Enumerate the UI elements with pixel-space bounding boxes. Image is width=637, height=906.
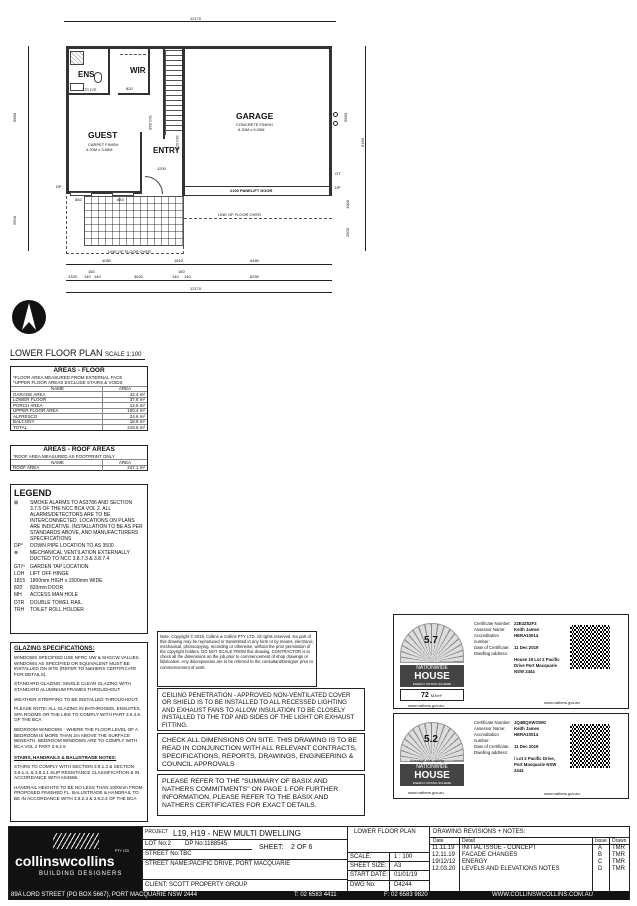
rev-detail: INITIAL ISSUE - CONCEPT <box>462 845 537 851</box>
dim-b-total: 12170 <box>190 286 202 291</box>
areas-floor-note1: *FLOOR AREA MEASURED FROM EXTERNAL FACE <box>13 375 123 380</box>
address-strip <box>9 891 629 900</box>
tb-line <box>347 861 429 862</box>
dim-top: 12170 <box>190 16 202 21</box>
glazing-para: STANDARD GLAZING: SINGLE CLEAR GLAZING WITH STANDARD ALUMINIUM FRAMES THROUGHOUT <box>14 681 131 692</box>
cell: ALFRESCO <box>13 413 38 419</box>
star-value: 5.7 <box>424 635 438 646</box>
north-arrow-icon <box>12 300 46 334</box>
field-value: HERA10014 <box>514 732 539 737</box>
tb-vline <box>142 827 143 891</box>
legend-key: TRH <box>14 606 25 613</box>
legend-key: DP° <box>14 543 23 550</box>
dim-line-bottom-2 <box>66 280 332 281</box>
cell: 42.4 m² <box>102 392 147 397</box>
legend-row <box>14 592 144 598</box>
legend-key: 820 <box>14 585 23 592</box>
legend-key: GT/ᴳ <box>14 563 25 570</box>
areas-floor-title: AREAS - FLOOR <box>53 367 105 374</box>
label-dp: DP <box>56 184 62 189</box>
cell: TOTAL <box>13 424 28 430</box>
glazing-para: BEDROOM WINDOWS - WHERE THE FLOOR LEVEL OF A BEDROOM IS MORE THAN 2m ABOVE THE SURFACE BENEATH, BEDROOM WINDOWS ARE TO COMPLY WITH BCA VOL 2 PART 3.9.2.5 <box>14 726 138 749</box>
cell: PORCH AREA <box>13 402 43 408</box>
cert-url: www.nathers.gov.au <box>544 700 580 705</box>
cell: LOWER FLOOR <box>13 397 47 403</box>
legend-row <box>14 543 144 549</box>
note-dimensions: CHECK ALL DIMENSIONS ON SITE. THIS DRAWING IS TO BE READ IN CONJUNCTION WITH ALL RELEVANT CONTRACTS, SPECIFICATIONS, REPORTS, DRAWINGS, ENGINEERING & COUNCIL APPROVALS <box>157 733 365 771</box>
field-label: Accreditation number: <box>474 633 499 644</box>
rev-drawn: TMR <box>612 866 625 872</box>
legend-text: 820mm DOOR <box>30 585 64 592</box>
legend-text: DOWN PIPE LOCATION TO AS 3500 <box>30 543 114 550</box>
street-no: STREET No:TBC <box>145 851 192 857</box>
nationwide-house-logo <box>400 764 464 786</box>
drawing-title <box>10 348 141 358</box>
title-underline <box>10 359 145 360</box>
areas-roof-note: *ROOF AREA MEASURED AS FOOTPRINT ONLY <box>13 454 115 459</box>
areas-floor-note2: *UPPER FLOOR AREAS EXCLUDE STAIRS & VOIDS <box>13 380 123 386</box>
wall-garage-left <box>182 46 185 196</box>
logo-house: HOUSE <box>414 671 450 682</box>
dim-line-right <box>365 46 366 251</box>
drawing-title-tb: LOWER FLOOR PLAN <box>354 829 416 835</box>
website: WWW.COLLINSWCOLLINS.COM.AU <box>492 892 594 898</box>
tb-line <box>347 880 429 881</box>
table-row <box>11 397 147 403</box>
note-basix: PLEASE REFER TO THE "SUMMARY OF BASIX AND NATHERS COMMITMENTS" ON PAGE 1 FOR FURTHER INFORMATION. PLEASE REFER TO THE BASIX AND NATHERS CERTIFICATES FOR EXACT DETAILS. <box>157 774 365 816</box>
wall-wir-right <box>148 49 150 95</box>
drawing-title-scale: SCALE 1:100 <box>105 352 142 358</box>
hot-water-icon-2 <box>333 121 338 126</box>
guest-finish: CARPET FINISH <box>88 142 119 147</box>
rev-date: 12.03.20 <box>432 866 456 872</box>
label-882: 882 <box>75 197 82 202</box>
project-label: PROJECT <box>145 829 169 835</box>
cert-fields <box>474 720 564 774</box>
dim-b-160a: 160 <box>88 269 95 274</box>
line-floor-over-1: LINE OF FLOOR OVER <box>108 249 151 254</box>
field-value: Keith James <box>514 726 540 731</box>
rev-issue: A <box>598 845 603 851</box>
wall-guest-right <box>140 132 142 194</box>
legend-key: DTR <box>14 599 25 606</box>
logo-nationwide: NATIONWIDE <box>416 665 448 671</box>
tb-line <box>142 839 347 840</box>
cell: 12.5 m² <box>102 403 147 408</box>
street-name: STREET NAME:PACIFIC DRIVE, PORT MACQUARIE <box>145 861 291 867</box>
glazing-title: GLAZING SPECIFICATIONS: <box>14 646 95 652</box>
table-row <box>11 413 147 419</box>
client: CLIENT: SCOTT PROPERTY GROUP <box>145 882 248 888</box>
room-wir: WIR <box>130 66 146 75</box>
table-row <box>11 402 147 408</box>
room-entry: ENTRY <box>153 146 180 155</box>
dim-line-bottom-3 <box>66 292 332 293</box>
label-820: 820 <box>126 86 133 91</box>
field-label: Certificate Number: <box>474 621 512 626</box>
areas-roof-head-name: NAME <box>50 459 64 465</box>
energy-unit: MJ/m² <box>430 693 442 698</box>
dim-b-140d: 140 <box>184 274 191 279</box>
field-label: Accreditation number: <box>474 732 499 743</box>
field-label: Certificate Number: <box>474 720 512 725</box>
label-820cs: 820 C/S <box>174 135 180 150</box>
dim-line-top <box>64 21 336 22</box>
label-1200: 1200 <box>157 166 166 171</box>
brand-name: collinswcollins <box>15 853 115 869</box>
field-label: Dwelling address: <box>474 750 508 755</box>
table-row <box>11 419 147 425</box>
rev-head-date: Date <box>433 838 444 844</box>
nathers-cert-1 <box>393 614 629 709</box>
brand-sub: BUILDING DESIGNERS <box>39 871 123 877</box>
rev-issue: D <box>598 866 603 872</box>
field-label: Assessor Name: <box>474 627 506 632</box>
cert-fields <box>474 621 564 675</box>
legend-text: MECHANICAL VENTILATION EXTERNALLY DUCTED TO NCC 3.8.7.3 & 3.8.7.4 <box>30 550 130 563</box>
garage-size: 6.20M x 6.00M <box>238 127 265 132</box>
cell: 24.6 m² <box>102 414 147 419</box>
dim-left-2: 2500 <box>11 216 17 225</box>
field-value: HERA10014 <box>514 633 539 638</box>
legend-text: TOILET ROLL HOLDER <box>30 606 84 613</box>
rev-date: 11.11.19 <box>432 845 455 851</box>
wir-rail <box>120 51 146 55</box>
rev-head-drawn: Drawn <box>612 838 627 844</box>
cell: 247.1 m² <box>102 465 147 470</box>
field-label: Assessor Name: <box>474 726 506 731</box>
size-value: A3 <box>394 863 402 869</box>
title-block <box>8 826 630 900</box>
tb-line <box>142 849 252 850</box>
shower <box>70 51 84 65</box>
qr-code <box>570 724 610 768</box>
table-row <box>11 424 147 430</box>
tb-vline <box>459 837 460 891</box>
line-floor-over-garage <box>184 218 332 219</box>
legend-text: ACCESS MAN HOLE <box>30 592 79 599</box>
field-value: JQ4BQXWOWG <box>514 720 547 725</box>
label-883: 883 <box>117 197 124 202</box>
rev-detail: LEVELS AND ELEVATIONS NOTES <box>462 866 560 872</box>
dim-left-1: 5680 <box>11 113 17 122</box>
wall-right <box>329 46 332 196</box>
scale-value: 1 : 100 <box>394 854 413 860</box>
cell: 37.8 m² <box>102 397 147 402</box>
dim-b-1610: 1610 <box>174 258 183 263</box>
size-label: SHEET SIZE: <box>350 863 387 869</box>
legend-title: LEGEND <box>14 488 52 498</box>
table-row <box>11 465 147 471</box>
nationwide-house-logo <box>400 665 464 687</box>
room-ens: ENS <box>78 70 95 79</box>
stairs <box>165 50 182 135</box>
legend-row <box>14 571 144 577</box>
legend-text: DOUBLE TOWEL RAIL <box>30 599 82 606</box>
rev-detail: ENERGY <box>462 859 488 865</box>
smoke-alarm-icon: ⊠ <box>14 500 19 506</box>
dwelling-address: House 19 Lot 2 Pacific Drive Port Macquarie NSW 2444 <box>514 657 560 674</box>
wall-left <box>66 46 69 194</box>
stairs-para: HANDRAIL HEIGHTS TO BE NO LESS THAN 1000mm FROM PROPOSED FINISHED FL. BALUSTRADE & HANDRAIL TO BE IN ACCORDANCE WITH 3.9.2.3 & 3.9.2.4 OF THE BCA <box>14 784 143 801</box>
tb-vline <box>592 837 593 891</box>
cell: ROOF AREA <box>13 465 40 471</box>
glazing-para: PLEASE NOTE: ALL GLAZING IN BATHROOMS, ENSUITES, SPA ROOMS OR THE LIKE TO COMPLY WITH PART 3.6.4.5 OF THE BCA <box>14 706 141 723</box>
cert-web: www.nathers.gov.au <box>408 703 444 708</box>
dim-b-1320: 1320 <box>68 274 77 279</box>
dwg-label: DWG No: <box>350 882 376 888</box>
areas-roof-table <box>10 445 148 471</box>
field-label: Dwelling address: <box>474 651 508 656</box>
legend-key: MH <box>14 592 22 599</box>
wall-ens-right <box>108 49 110 95</box>
dwg-value: D4244 <box>394 882 412 888</box>
legend-text: LIFT OFF HINGE <box>30 570 69 577</box>
legend-smoke-text: SMOKE ALARMS TO AS3786 AND SECTION 3.7.5 OF THE NCC BCA VOL 2. ALL ALARMS/DETECTORS ARE TO BE INTERCONNECTED. LOCATIONS ON PLANS ARE INDICATIVE. INSTALLATION TO BE AS PER STANDARDS ABOVE, AND MANUFACTURERS SPECIFICATIONS <box>30 500 143 542</box>
fax: F: 02 6583 9820 <box>384 892 428 898</box>
dim-line-left <box>28 46 29 251</box>
cell: BALCONY <box>13 419 35 425</box>
star-value: 5.2 <box>424 734 438 745</box>
qr-code <box>570 625 610 669</box>
areas-floor-head-area: AREA <box>102 386 147 391</box>
dim-b-140a: 140 <box>84 274 91 279</box>
cert-web: www.nathers.gov.au <box>408 790 444 795</box>
start-label: START DATE: <box>350 872 388 878</box>
dim-b-3620: 3620 <box>134 274 143 279</box>
cell: 100.4 m² <box>102 408 147 413</box>
label-770: 770 C/S <box>82 87 97 92</box>
fan-icon: ⊗ <box>14 550 19 557</box>
window-882 <box>70 192 92 196</box>
dwelling-address: / Lot 2 Pacific Drive, Port Macquarie NSW 2444 <box>514 756 557 773</box>
legend-key: LOH <box>14 570 25 577</box>
dim-b-140c: 140 <box>172 274 179 279</box>
legend-row <box>14 578 144 584</box>
logo-tagline: ENERGY RATING SCHEME <box>412 682 452 686</box>
rev-drawn: TMR <box>612 859 625 865</box>
dim-b-160b: 160 <box>178 269 185 274</box>
garage-finish: CONCRETE FINISH <box>236 122 273 127</box>
tb-vline <box>389 852 390 891</box>
dim-right-1: 5680 <box>342 113 348 122</box>
cert-url: www.nathers.gov.au <box>544 791 580 796</box>
legend-text: 1800mm HIGH x 1500mm WIDE <box>30 577 103 584</box>
sheet-label: SHEET: <box>259 844 284 851</box>
dim-line-bottom-1 <box>66 264 332 265</box>
rev-title: DRAWING REVISIONS + NOTES: <box>433 829 526 835</box>
phone: T: 02 6583 4411 <box>294 892 337 898</box>
field-label: Date of Certificate: <box>474 645 510 650</box>
brand-panel <box>9 827 142 891</box>
cell: 216.6 m² <box>102 425 147 430</box>
dim-b-140b: 140 <box>94 274 101 279</box>
legend-row-smoke <box>14 500 144 542</box>
areas-floor-table <box>10 366 148 431</box>
note-ceiling: CEILING PENETRATION - APPROVED NON-VENTILATED COVER OR SHIELD IS TO BE INSTALLED TO ALL RECESSED LIGHTING AND EXHAUST FANS TO ALLOW INSULATION TO BE CLOSELY INSTALLED TO THE TOP AND SIDES OF THE LIGHT OR EXHAUST FITTING. <box>157 688 365 731</box>
field-value: 22E3Z52F3 <box>514 621 537 626</box>
logo-tagline: ENERGY RATING SCHEME <box>412 781 452 785</box>
field-value: 11 Dec 2019 <box>514 645 539 650</box>
energy-value: 72 <box>421 692 429 699</box>
glazing-para: WEATHER STRIPPING TO BE INSTALLED THROUGHOUT. <box>14 696 139 702</box>
rev-head-detail: Detail <box>462 838 475 844</box>
stairs-title: STAIRS, HANDRAILS & BALUSTRADE NOTES: <box>14 755 117 761</box>
guest-size: 4.20M x 3.60M <box>86 147 113 152</box>
legend-text: GARDEN TAP LOCATION <box>30 563 89 570</box>
project-name: L19, H19 - NEW MULTI DWELLING <box>173 829 301 838</box>
rev-drawn: TMR <box>612 845 625 851</box>
dim-b-4080: 4080 <box>102 258 111 263</box>
dim-right-3: 2500 <box>344 228 350 237</box>
tb-line <box>142 859 347 860</box>
label-dp2: DP <box>335 185 341 190</box>
scale-label: SCALE: <box>350 854 372 860</box>
field-value: 11 Dec 2019 <box>514 744 539 749</box>
floor-plan <box>0 0 637 300</box>
wall-ens-bottom <box>66 93 110 95</box>
energy-box <box>400 689 464 701</box>
dim-b-6250: 6250 <box>250 274 259 279</box>
areas-floor-head-name: NAME <box>50 386 64 392</box>
logo-nationwide: NATIONWIDE <box>416 764 448 770</box>
lot-no: LOT No:2 <box>145 841 171 847</box>
avg-rating: Average star rating <box>410 758 444 763</box>
dim-b-6480: 6480 <box>250 258 259 263</box>
glazing-para: WINDOWS SPECIFIED USE NFRC UW & SHGCW VALUES. WINDOWS AS SPECIFIED OR EQUIVALENT MUST BE INSTALLED ON SITE (REFER TO NatHERS CERTIFICATE FOR DETAILS). <box>14 655 140 677</box>
label-850: 850 C/S <box>147 115 153 130</box>
legend-key: 1815 <box>14 577 26 584</box>
brand-logo-icon <box>53 833 99 849</box>
sheet-value: 2 OF 6 <box>291 844 313 851</box>
label-gt: GT <box>335 171 341 176</box>
table-row <box>11 408 147 414</box>
areas-roof-title: AREAS - ROOF AREAS <box>43 446 115 453</box>
field-value: Keith James <box>514 627 540 632</box>
panelift-label: 2100 PANELIFT DOOR <box>230 188 273 193</box>
logo-house: HOUSE <box>414 770 450 781</box>
cell: 18.8 m² <box>102 419 147 424</box>
tb-line <box>347 870 429 871</box>
stairs-para: STAIRS TO COMPLY WITH SECTION 3.9.1.3 & SECTION 3.9.1.4, & 3.9.1.1 SLIP RESISTANCE CLASSIFICATION & IN ACCORDANCE WITH AS4586. <box>14 763 140 781</box>
rev-drawn: TMR <box>612 852 625 858</box>
legend-row <box>14 585 144 591</box>
tb-line <box>142 879 347 880</box>
rev-detail: FACADE CHANGES <box>462 852 518 858</box>
cell: GARAGE AREA <box>13 391 46 397</box>
copyright-note: Note: Copyright © 2019, Collins w Collins PTY LTD. All rights reserved. No part of this drawing may be reproduced or transmitted in any form or by means, electronic, mechanical, photocopying, recording or otherwise, without the prior permission of the copyright holders. DO NOT SCALE FROM this drawing. CONTRACTOR is to check all the dimensions on the job prior to commencement of shop drawings or fabrication. Any discrepancies are to be referred to the consultant/Designer prior to commencement of work. <box>157 631 317 687</box>
hot-water-icon <box>333 112 338 117</box>
rev-issue: C <box>598 859 603 865</box>
rev-date: 12.11.19 <box>432 852 455 858</box>
tb-vline <box>609 837 610 891</box>
room-garage: GARAGE <box>236 111 274 121</box>
tb-line <box>347 852 429 853</box>
legend-row <box>14 607 144 613</box>
dp-no: DP No:1188545 <box>185 841 228 847</box>
rev-issue: B <box>598 852 603 858</box>
start-value: 01/01/19 <box>394 872 418 878</box>
window-883 <box>112 192 134 196</box>
legend-row <box>14 550 144 562</box>
wall-wir-bottom <box>118 93 150 95</box>
cell: UPPER FLOOR AREA <box>13 408 59 414</box>
dim-right-2: 1000 <box>344 200 350 209</box>
nathers-cert-2 <box>393 713 629 799</box>
entry-door-swing <box>145 176 163 194</box>
brand-pty: PTY LTD <box>115 849 130 853</box>
address: 89A LORD STREET (PO BOX 5667), PORT MACQUARIE NSW 2444 <box>11 892 198 898</box>
glazing-specs <box>10 642 148 822</box>
drawing-title-main: LOWER FLOOR PLAN <box>10 348 103 358</box>
wall-top <box>66 46 332 49</box>
dim-right-4: 9180 <box>359 138 365 147</box>
rev-date: 19/12/12 <box>432 859 456 865</box>
rev-head-issue: Issue <box>595 838 607 844</box>
legend-row <box>14 600 144 606</box>
field-label: Date of Certificate: <box>474 744 510 749</box>
room-guest: GUEST <box>88 130 118 140</box>
line-floor-over-box <box>66 196 184 254</box>
table-row <box>11 391 147 397</box>
line-floor-over-2: LINE OF FLOOR OVER <box>218 212 261 217</box>
tb-vline <box>347 827 348 891</box>
areas-roof-head-area: AREA <box>102 460 147 465</box>
legend <box>10 484 148 634</box>
toilet <box>94 72 102 83</box>
legend-row <box>14 564 144 570</box>
